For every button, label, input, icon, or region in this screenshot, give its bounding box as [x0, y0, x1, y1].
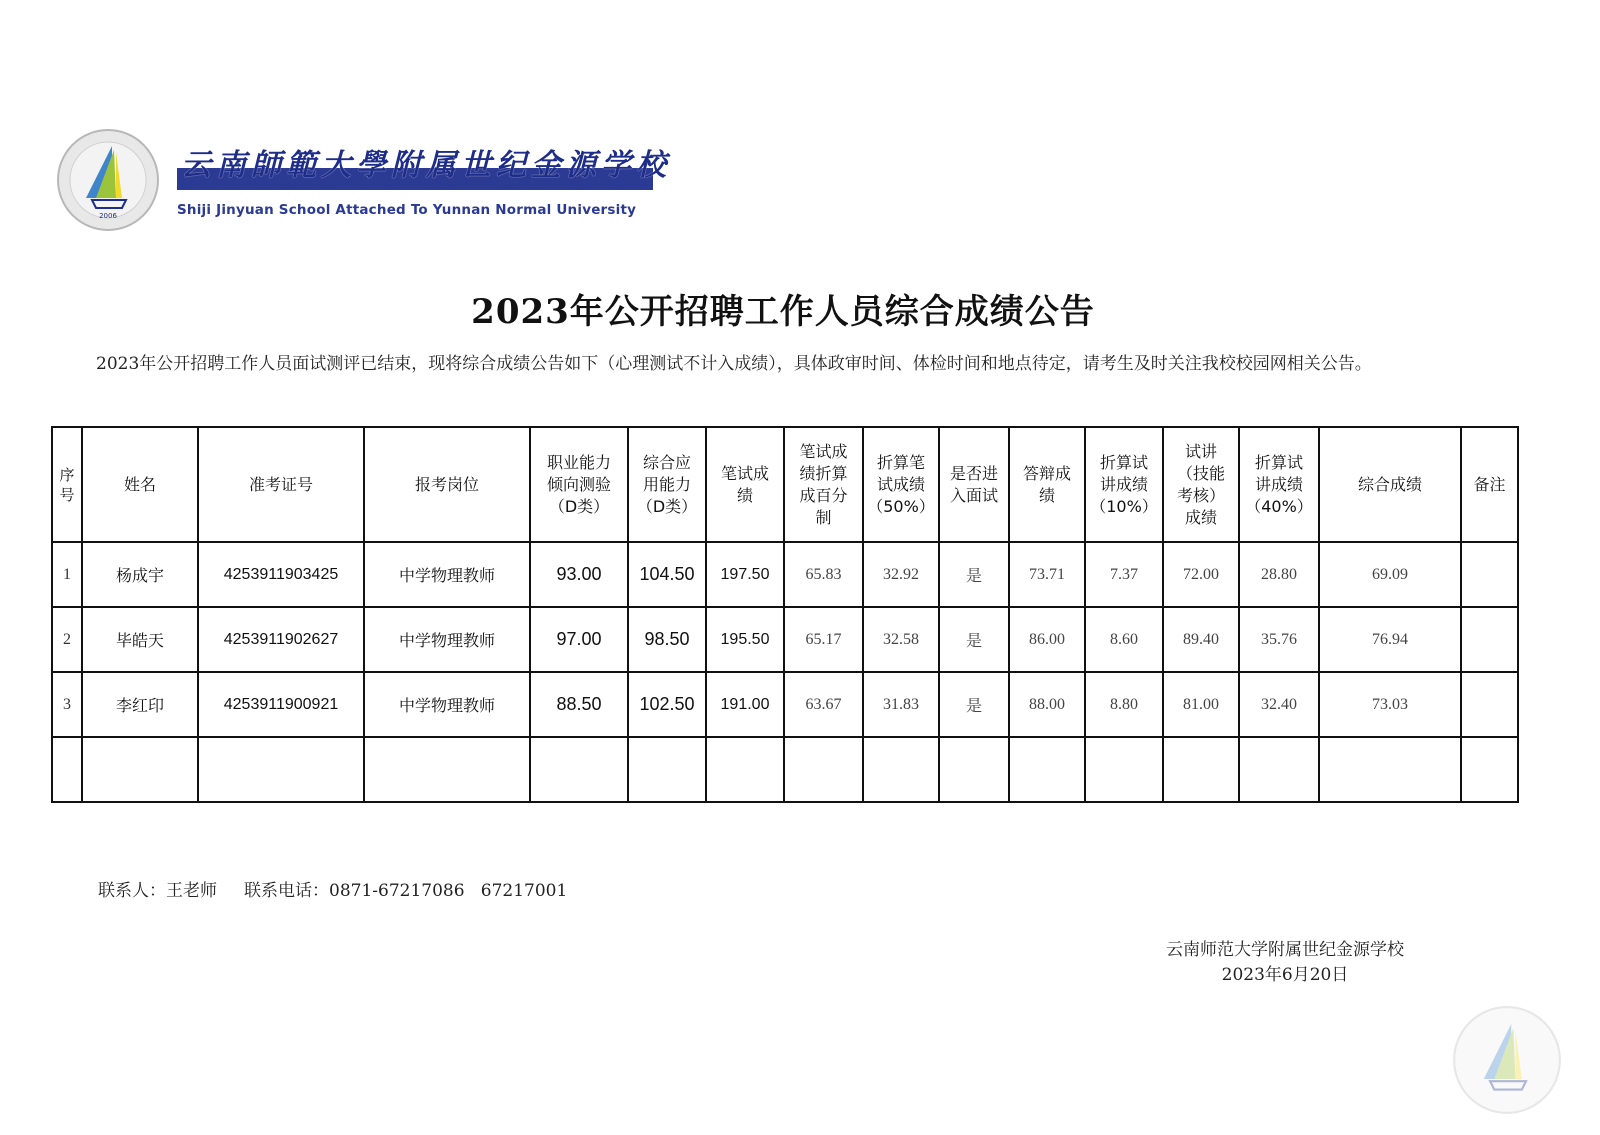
cell-ticket: 4253911903425 [198, 542, 364, 607]
header-total: 综合成绩 [1319, 427, 1461, 542]
signature-block [1130, 938, 1440, 988]
cell-defense: 86.00 [1009, 607, 1085, 672]
cell-aptitude: 97.00 [530, 607, 628, 672]
cell-interview: 是 [939, 607, 1009, 672]
intro-paragraph: 2023年公开招聘工作人员面试测评已结束，现将综合成绩公告如下（心理测试不计入成绩），具体政审时间、体检时间和地点待定，请考生及时关注我校校园网相关公告。 [96, 354, 1372, 374]
cell-total: 73.03 [1319, 672, 1461, 737]
cell-post: 中学物理教师 [364, 607, 530, 672]
school-banner [177, 140, 671, 192]
header-post: 报考岗位 [364, 427, 530, 542]
contact-info: 联系人：王老师 联系电话：0871-67217086 67217001 [98, 881, 568, 901]
table-row [52, 607, 1518, 672]
school-name-en: Shiji Jinyuan School Attached To Yunnan Normal University [177, 202, 637, 218]
cell-seq: 1 [52, 542, 82, 607]
cell-written: 195.50 [706, 607, 784, 672]
cell-written-pct: 65.17 [784, 607, 863, 672]
cell-ticket: 4253911902627 [198, 607, 364, 672]
cell-written-50: 31.83 [863, 672, 939, 737]
page-title: 2023年公开招聘工作人员综合成绩公告 [471, 292, 1095, 332]
cell-defense-10: 8.80 [1085, 672, 1163, 737]
header-lecture: 试讲 （技能 考核） 成绩 [1163, 427, 1239, 542]
cell-total: 69.09 [1319, 542, 1461, 607]
cell-post: 中学物理教师 [364, 542, 530, 607]
cell-ticket: 4253911900921 [198, 672, 364, 737]
header-seq: 序 号 [52, 427, 82, 542]
header-lecture-40: 折算试 讲成绩 （40%） [1239, 427, 1319, 542]
cell-written: 191.00 [706, 672, 784, 737]
header-note: 备注 [1461, 427, 1518, 542]
cell-name: 毕皓天 [82, 607, 198, 672]
cell-note [1461, 672, 1518, 737]
header-name: 姓名 [82, 427, 198, 542]
header-defense: 答辩成 绩 [1009, 427, 1085, 542]
cell-lecture-40: 32.40 [1239, 672, 1319, 737]
cell-defense-10: 7.37 [1085, 542, 1163, 607]
cell-written-50: 32.58 [863, 607, 939, 672]
cell-applied: 98.50 [628, 607, 706, 672]
header-applied: 综合应 用能力 （D类） [628, 427, 706, 542]
svg-text:2006: 2006 [99, 212, 117, 220]
cell-written: 197.50 [706, 542, 784, 607]
cell-lecture-40: 28.80 [1239, 542, 1319, 607]
cell-written-pct: 63.67 [784, 672, 863, 737]
header-aptitude: 职业能力 倾向测验 （D类） [530, 427, 628, 542]
header-written-50: 折算笔 试成绩 （50%） [863, 427, 939, 542]
header-ticket: 准考证号 [198, 427, 364, 542]
watermark-emblem-icon [1452, 1005, 1562, 1115]
cell-seq: 2 [52, 607, 82, 672]
signature-org: 云南师范大学附属世纪金源学校 [1166, 940, 1404, 960]
cell-written-50: 32.92 [863, 542, 939, 607]
header-interview: 是否进 入面试 [939, 427, 1009, 542]
header-written: 笔试成 绩 [706, 427, 784, 542]
table-row [52, 542, 1518, 607]
cell-total: 76.94 [1319, 607, 1461, 672]
cell-lecture-40: 35.76 [1239, 607, 1319, 672]
cell-name: 杨成宇 [82, 542, 198, 607]
cell-aptitude: 93.00 [530, 542, 628, 607]
cell-defense-10: 8.60 [1085, 607, 1163, 672]
cell-written-pct: 65.83 [784, 542, 863, 607]
table-row-empty [52, 737, 1518, 802]
score-table [51, 426, 1519, 803]
cell-lecture: 89.40 [1163, 607, 1239, 672]
signature-date: 2023年6月20日 [1221, 965, 1349, 985]
school-name-cn: 云南師範大學附属世纪金源学校 [181, 148, 671, 183]
header-defense-10: 折算试 讲成绩 （10%） [1085, 427, 1163, 542]
school-emblem-icon [56, 128, 160, 232]
cell-lecture: 72.00 [1163, 542, 1239, 607]
cell-lecture: 81.00 [1163, 672, 1239, 737]
table-header-row [52, 427, 1518, 542]
cell-defense: 88.00 [1009, 672, 1085, 737]
cell-defense: 73.71 [1009, 542, 1085, 607]
cell-note [1461, 607, 1518, 672]
cell-interview: 是 [939, 672, 1009, 737]
table-row [52, 672, 1518, 737]
cell-note [1461, 542, 1518, 607]
cell-applied: 104.50 [628, 542, 706, 607]
header-written-pct: 笔试成 绩折算 成百分 制 [784, 427, 863, 542]
cell-interview: 是 [939, 542, 1009, 607]
cell-name: 李红印 [82, 672, 198, 737]
cell-post: 中学物理教师 [364, 672, 530, 737]
cell-aptitude: 88.50 [530, 672, 628, 737]
cell-seq: 3 [52, 672, 82, 737]
cell-applied: 102.50 [628, 672, 706, 737]
